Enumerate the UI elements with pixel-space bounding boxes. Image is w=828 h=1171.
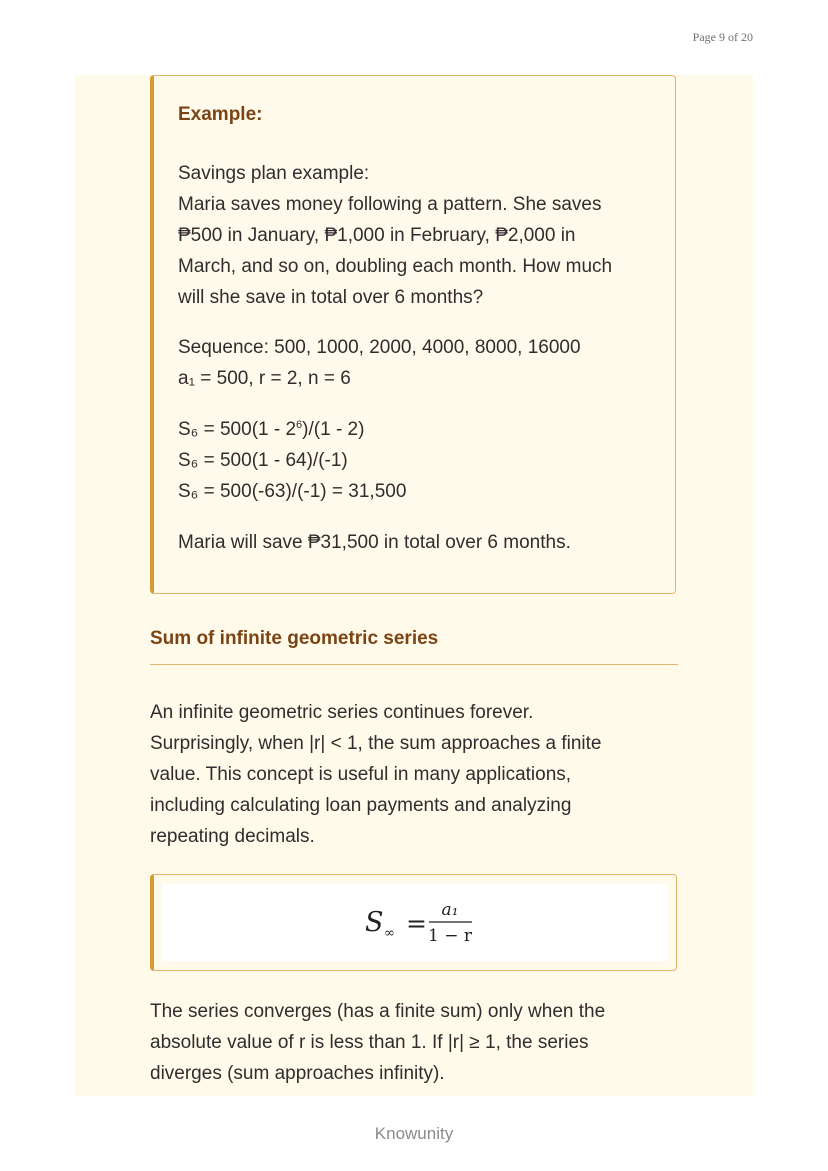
paragraph-line: absolute value of r is less than 1. If |r| ≥ 1, the series: [150, 1032, 589, 1053]
paragraph-line: The series converges (has a finite sum) only when the: [150, 1001, 606, 1022]
example-box: [150, 75, 676, 594]
step1-exponent: 6: [296, 419, 303, 431]
example-problem-line: ₱500 in January, ₱1,000 in February, ₱2,000 in: [178, 225, 576, 246]
paragraph-line: repeating decimals.: [150, 826, 315, 847]
formula-denominator: 1 − r: [428, 926, 472, 946]
example-problem-line: Maria saves money following a pattern. She saves: [178, 194, 602, 215]
paragraph-line: diverges (sum approaches infinity).: [150, 1063, 445, 1084]
section-divider: [150, 664, 678, 665]
spacer: [178, 313, 675, 332]
paragraph-line: An infinite geometric series continues forever.: [150, 702, 534, 723]
example-step-3: S₆ = 500(-63)/(-1) = 31,500: [178, 481, 407, 502]
example-parameters: a₁ = 500, r = 2, n = 6: [178, 368, 351, 389]
example-title: Example:: [178, 104, 263, 125]
formula-equals: =: [406, 909, 427, 938]
example-step-2: S₆ = 500(1 - 64)/(-1): [178, 450, 348, 471]
formula-numerator: a₁: [441, 900, 459, 920]
formula-lhs: S: [365, 907, 384, 938]
example-intro: Savings plan example:: [178, 163, 370, 184]
paragraph-line: Surprisingly, when |r| < 1, the sum approaches a finite: [150, 733, 602, 754]
step1-prefix: S₆ = 500(1 - 2: [178, 419, 297, 440]
section-heading: Sum of infinite geometric series: [150, 628, 439, 649]
spacer: [178, 507, 675, 527]
example-sequence: Sequence: 500, 1000, 2000, 4000, 8000, 16000: [178, 337, 581, 358]
spacer: [178, 394, 675, 414]
formula-box: [150, 874, 677, 971]
footer-brand: Knowunity: [374, 1124, 454, 1143]
paragraph-line: including calculating loan payments and analyzing: [150, 795, 572, 816]
page-number: Page 9 of 20: [692, 30, 753, 44]
example-step-1: [178, 414, 675, 445]
formula-panel: [162, 884, 668, 961]
infinite-sum-formula: [162, 884, 673, 963]
step1-suffix: )/(1 - 2): [302, 419, 365, 440]
paragraph-infinite-series: [150, 697, 680, 852]
example-conclusion: Maria will save ₱31,500 in total over 6 months.: [178, 532, 571, 553]
formula-lhs-subscript: ∞: [384, 926, 395, 941]
paragraph-line: value. This concept is useful in many applications,: [150, 764, 572, 785]
paragraph-convergence: [150, 996, 680, 1089]
example-problem-line: March, and so on, doubling each month. How much: [178, 256, 613, 277]
example-problem-line: will she save in total over 6 months?: [178, 287, 484, 308]
